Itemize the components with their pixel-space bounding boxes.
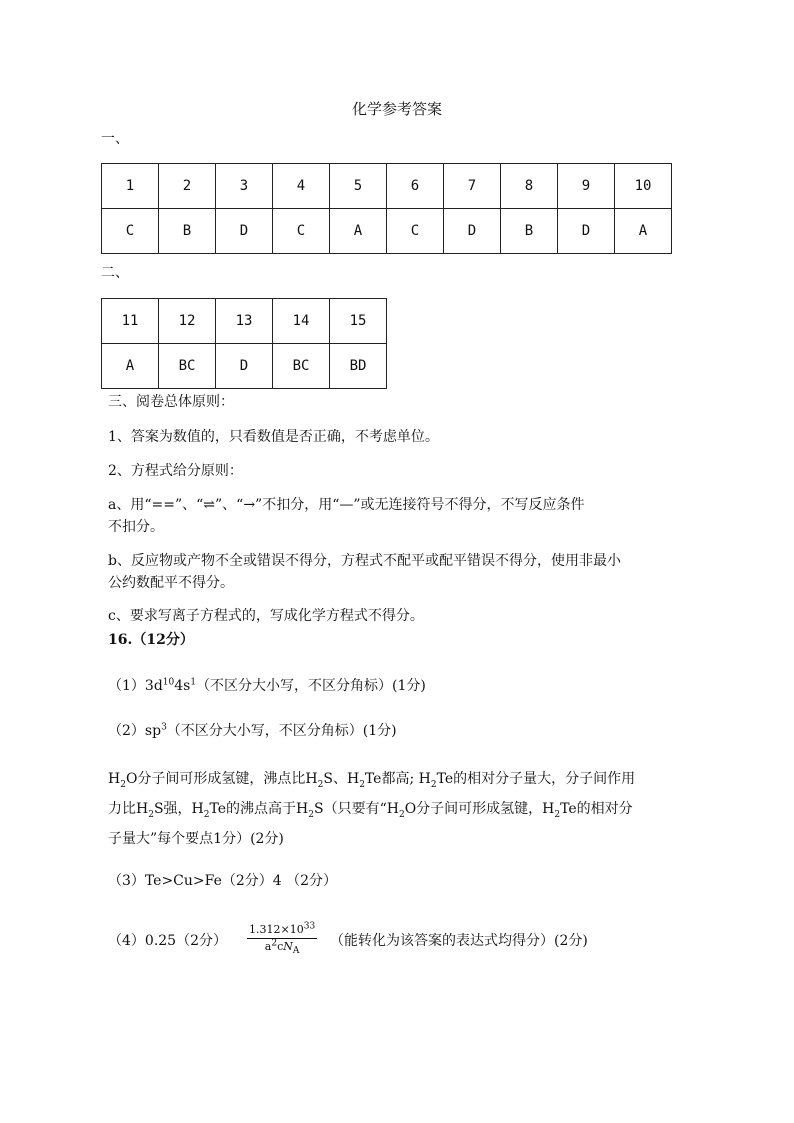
table-cell: C <box>273 209 330 254</box>
table-cell: D <box>444 209 501 254</box>
rule-a-line-1: a、用“==”、“⇌”、“→”不扣分，用“—”或无连接符号不得分，不写反应条件 <box>108 497 585 513</box>
rule-1: 1、答案为数值的，只看数值是否正确，不考虑单位。 <box>108 429 439 445</box>
rule-a-line-2: 不扣分。 <box>108 519 164 535</box>
text: a <box>264 940 272 953</box>
text: S强，H <box>153 801 204 817</box>
superscript: 3 <box>161 722 167 733</box>
text: c <box>277 940 284 953</box>
fraction-denominator <box>247 939 317 955</box>
table-cell: D <box>558 209 615 254</box>
table-row-numbers <box>102 299 387 344</box>
table-cell: 2 <box>159 164 216 209</box>
table-cell: B <box>501 209 558 254</box>
subscript: 2 <box>317 779 324 790</box>
table-cell: 8 <box>501 164 558 209</box>
density-fraction <box>247 922 317 955</box>
page-title: 化学参考答案 <box>351 100 442 118</box>
table-cell: 9 <box>558 164 615 209</box>
subscript: 2 <box>398 809 405 820</box>
rule-b-line-1: b、反应物或产物不全或错误不得分，方程式不配平或配平错误不得分，使用非最小 <box>108 553 621 569</box>
table-cell: D <box>216 344 273 389</box>
superscript: 2 <box>271 938 278 949</box>
table-cell: 15 <box>330 299 387 344</box>
text: S（只要有“H <box>313 801 399 817</box>
text: O分子间可形成氢键，沸点比H <box>125 771 318 787</box>
text: Te的相对分子量大，分子间作用 <box>436 771 636 787</box>
table-row-numbers <box>102 164 672 209</box>
section2-label: 二、 <box>101 265 129 281</box>
text: 4s <box>174 678 191 694</box>
table-cell: 4 <box>273 164 330 209</box>
table-cell: 7 <box>444 164 501 209</box>
superscript: 10 <box>162 677 175 688</box>
table-cell: C <box>387 209 444 254</box>
table-cell: 14 <box>273 299 330 344</box>
table-cell: 6 <box>387 164 444 209</box>
text: S、H <box>323 771 360 787</box>
section3-heading: 三、阅卷总体原则： <box>108 394 234 410</box>
text: 1.312×10 <box>249 923 304 936</box>
answer-part-1 <box>108 675 698 697</box>
text: H <box>108 771 121 787</box>
table-cell: BC <box>159 344 216 389</box>
subscript: 2 <box>148 809 154 820</box>
fraction-numerator <box>247 922 317 939</box>
text: Te的相对分 <box>560 801 633 817</box>
subscript: 2 <box>203 809 210 820</box>
table-cell: BC <box>273 344 330 389</box>
subscript: 2 <box>430 779 437 790</box>
table-cell: BD <box>330 344 387 389</box>
subscript: 2 <box>120 779 126 790</box>
text: （2）sp <box>108 723 162 739</box>
text: 力比H <box>108 801 149 817</box>
text: O分子间可形成氢键，H <box>404 801 555 817</box>
table-cell: 12 <box>159 299 216 344</box>
table-cell: 1 <box>102 164 159 209</box>
table-row-answers <box>102 209 672 254</box>
superscript: 33 <box>303 921 316 932</box>
question-16-heading: 16.（12分） <box>108 632 194 648</box>
rule-2: 2、方程式给分原则： <box>108 463 243 479</box>
rule-b-line-2: 公约数配平不得分。 <box>108 575 234 591</box>
table-cell: A <box>615 209 672 254</box>
text: Te的沸点高于H <box>209 801 309 817</box>
table-cell: C <box>102 209 159 254</box>
subscript: A <box>292 946 300 957</box>
section1-label: 一、 <box>101 131 129 147</box>
subscript: 2 <box>554 809 561 820</box>
table-cell: 3 <box>216 164 273 209</box>
answer-table-2 <box>101 298 387 389</box>
table-cell: A <box>102 344 159 389</box>
subscript: 2 <box>308 809 314 820</box>
answer-part-2-explanation <box>108 764 698 854</box>
rule-c: c、要求写离子方程式的，写成化学方程式不得分。 <box>108 608 424 624</box>
text: （不区分大小写，不区分角标）(1分) <box>166 723 397 739</box>
text: 子量大”每个要点1分）(2分) <box>108 831 284 847</box>
text: （不区分大小写，不区分角标）(1分) <box>196 678 426 694</box>
table-cell: D <box>216 209 273 254</box>
table-cell: 10 <box>615 164 672 209</box>
table-cell: 5 <box>330 164 387 209</box>
table-cell: B <box>159 209 216 254</box>
text: （1）3d <box>108 678 163 694</box>
answer-part-4-suffix: （能转化为该答案的表达式均得分）(2分) <box>330 933 588 949</box>
answer-table-1 <box>101 163 672 254</box>
answer-part-2 <box>108 720 698 742</box>
table-row-answers <box>102 344 387 389</box>
subscript: 2 <box>359 779 365 790</box>
table-cell: 13 <box>216 299 273 344</box>
text: N <box>283 940 293 953</box>
superscript: 1 <box>190 677 197 688</box>
text: Te都高; H <box>364 771 431 787</box>
table-cell: A <box>330 209 387 254</box>
answer-part-3: （3）Te>Cu>Fe（2分）4 （2分） <box>108 873 338 889</box>
table-cell: 11 <box>102 299 159 344</box>
answer-part-4-prefix: （4）0.25（2分） <box>108 933 227 949</box>
